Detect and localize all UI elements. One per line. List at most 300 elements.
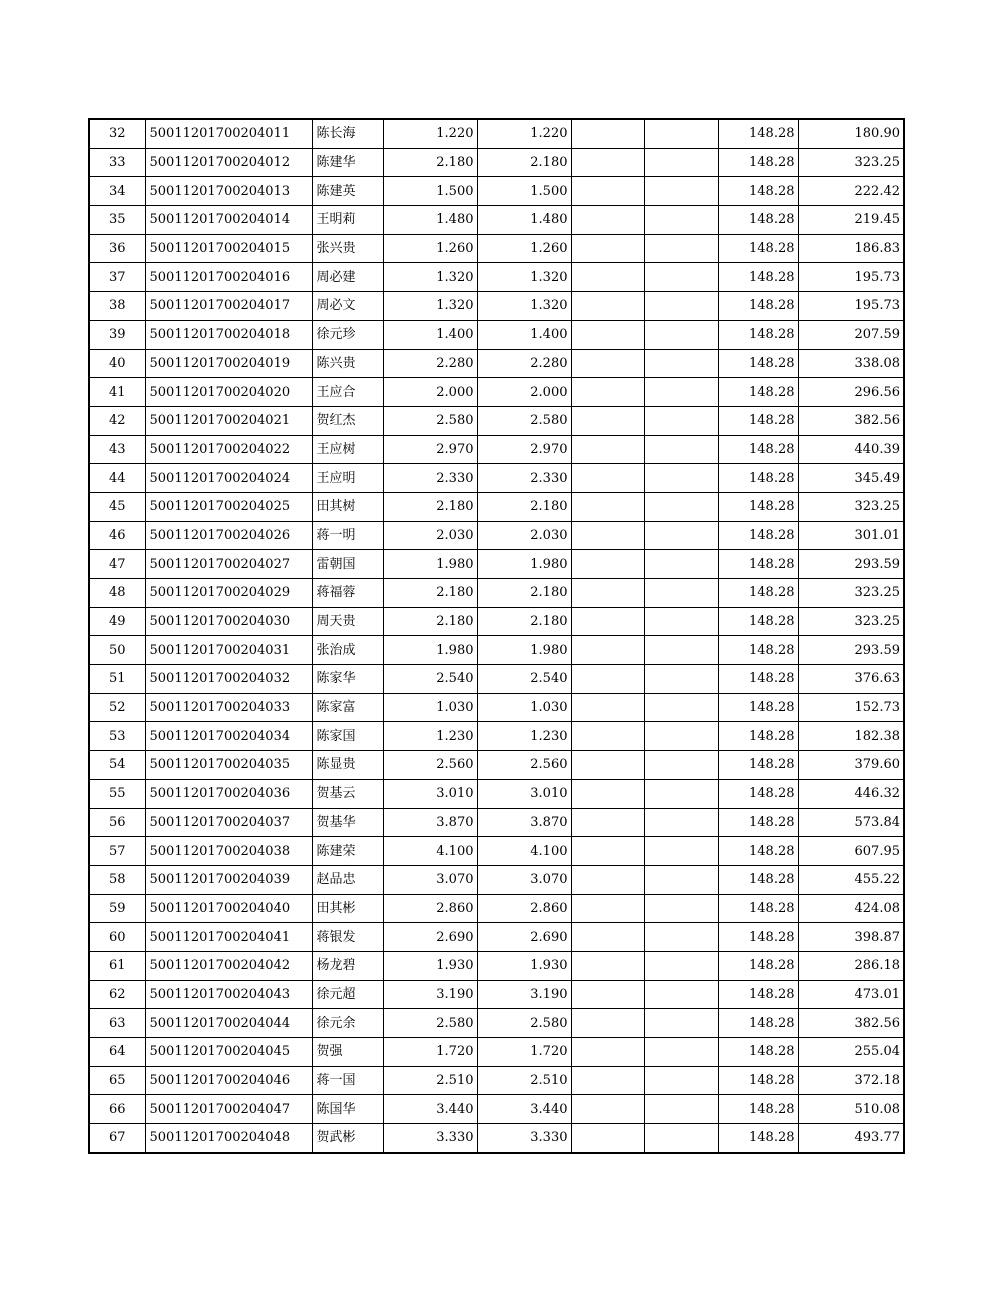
amount-cell: 376.63 — [798, 665, 904, 694]
blank-b-cell — [644, 320, 718, 349]
unit-price-cell: 148.28 — [718, 837, 798, 866]
area-b-cell: 2.860 — [477, 894, 571, 923]
household-code-cell: 50011201700204033 — [145, 693, 312, 722]
amount-cell: 296.56 — [798, 378, 904, 407]
unit-price-cell: 148.28 — [718, 1124, 798, 1153]
area-b-cell: 1.030 — [477, 693, 571, 722]
blank-a-cell — [571, 837, 644, 866]
household-code-cell: 50011201700204021 — [145, 406, 312, 435]
household-code-cell: 50011201700204016 — [145, 263, 312, 292]
table-row — [89, 951, 904, 980]
row-number-cell: 36 — [89, 234, 145, 263]
amount-cell: 424.08 — [798, 894, 904, 923]
household-code-cell: 50011201700204015 — [145, 234, 312, 263]
amount-cell: 207.59 — [798, 320, 904, 349]
household-code-cell: 50011201700204045 — [145, 1038, 312, 1067]
area-a-cell: 1.930 — [383, 951, 477, 980]
area-a-cell: 1.980 — [383, 550, 477, 579]
unit-price-cell: 148.28 — [718, 722, 798, 751]
area-b-cell: 2.330 — [477, 464, 571, 493]
unit-price-cell: 148.28 — [718, 435, 798, 464]
blank-b-cell — [644, 865, 718, 894]
area-b-cell: 3.440 — [477, 1095, 571, 1124]
household-code-cell: 50011201700204048 — [145, 1124, 312, 1153]
area-b-cell: 1.320 — [477, 292, 571, 321]
amount-cell: 382.56 — [798, 1009, 904, 1038]
table-row — [89, 1038, 904, 1067]
household-name-cell: 陈显贵 — [312, 751, 383, 780]
area-b-cell: 3.070 — [477, 865, 571, 894]
area-b-cell: 1.500 — [477, 177, 571, 206]
household-name-cell: 蒋一明 — [312, 521, 383, 550]
row-number-cell: 46 — [89, 521, 145, 550]
table-row — [89, 206, 904, 235]
row-number-cell: 53 — [89, 722, 145, 751]
area-b-cell: 2.580 — [477, 1009, 571, 1038]
blank-b-cell — [644, 722, 718, 751]
blank-b-cell — [644, 665, 718, 694]
table-row — [89, 406, 904, 435]
household-name-cell: 王应合 — [312, 378, 383, 407]
unit-price-cell: 148.28 — [718, 1038, 798, 1067]
blank-a-cell — [571, 808, 644, 837]
ledger-body — [89, 119, 904, 1153]
blank-a-cell — [571, 751, 644, 780]
table-row — [89, 435, 904, 464]
unit-price-cell: 148.28 — [718, 607, 798, 636]
area-a-cell: 2.510 — [383, 1066, 477, 1095]
household-name-cell: 蒋福蓉 — [312, 579, 383, 608]
area-b-cell: 2.180 — [477, 579, 571, 608]
blank-b-cell — [644, 177, 718, 206]
blank-b-cell — [644, 349, 718, 378]
table-row — [89, 320, 904, 349]
unit-price-cell: 148.28 — [718, 234, 798, 263]
household-code-cell: 50011201700204044 — [145, 1009, 312, 1038]
area-a-cell: 2.690 — [383, 923, 477, 952]
household-name-cell: 贺基华 — [312, 808, 383, 837]
area-a-cell: 3.870 — [383, 808, 477, 837]
amount-cell: 222.42 — [798, 177, 904, 206]
area-b-cell: 1.720 — [477, 1038, 571, 1067]
household-code-cell: 50011201700204011 — [145, 119, 312, 148]
household-name-cell: 陈家富 — [312, 693, 383, 722]
area-a-cell: 1.720 — [383, 1038, 477, 1067]
row-number-cell: 65 — [89, 1066, 145, 1095]
amount-cell: 323.25 — [798, 579, 904, 608]
household-code-cell: 50011201700204038 — [145, 837, 312, 866]
area-b-cell: 1.400 — [477, 320, 571, 349]
amount-cell: 338.08 — [798, 349, 904, 378]
area-b-cell: 2.560 — [477, 751, 571, 780]
household-code-cell: 50011201700204039 — [145, 865, 312, 894]
area-b-cell: 2.000 — [477, 378, 571, 407]
area-a-cell: 3.070 — [383, 865, 477, 894]
unit-price-cell: 148.28 — [718, 693, 798, 722]
area-b-cell: 1.480 — [477, 206, 571, 235]
household-name-cell: 张治成 — [312, 636, 383, 665]
amount-cell: 323.25 — [798, 492, 904, 521]
blank-a-cell — [571, 550, 644, 579]
household-name-cell: 陈建荣 — [312, 837, 383, 866]
amount-cell: 398.87 — [798, 923, 904, 952]
blank-a-cell — [571, 177, 644, 206]
row-number-cell: 34 — [89, 177, 145, 206]
amount-cell: 293.59 — [798, 550, 904, 579]
area-b-cell: 2.580 — [477, 406, 571, 435]
table-row — [89, 693, 904, 722]
row-number-cell: 39 — [89, 320, 145, 349]
blank-b-cell — [644, 923, 718, 952]
area-b-cell: 1.260 — [477, 234, 571, 263]
table-row — [89, 263, 904, 292]
unit-price-cell: 148.28 — [718, 263, 798, 292]
unit-price-cell: 148.28 — [718, 1009, 798, 1038]
row-number-cell: 43 — [89, 435, 145, 464]
area-a-cell: 4.100 — [383, 837, 477, 866]
household-name-cell: 王明莉 — [312, 206, 383, 235]
table-row — [89, 607, 904, 636]
area-a-cell: 1.400 — [383, 320, 477, 349]
table-row — [89, 521, 904, 550]
household-code-cell: 50011201700204012 — [145, 148, 312, 177]
row-number-cell: 64 — [89, 1038, 145, 1067]
amount-cell: 293.59 — [798, 636, 904, 665]
amount-cell: 323.25 — [798, 148, 904, 177]
blank-a-cell — [571, 521, 644, 550]
household-name-cell: 王应明 — [312, 464, 383, 493]
area-b-cell: 1.930 — [477, 951, 571, 980]
amount-cell: 286.18 — [798, 951, 904, 980]
household-name-cell: 陈建华 — [312, 148, 383, 177]
blank-b-cell — [644, 837, 718, 866]
blank-a-cell — [571, 234, 644, 263]
amount-cell: 573.84 — [798, 808, 904, 837]
household-name-cell: 周天贵 — [312, 607, 383, 636]
row-number-cell: 61 — [89, 951, 145, 980]
household-code-cell: 50011201700204026 — [145, 521, 312, 550]
area-b-cell: 2.030 — [477, 521, 571, 550]
area-b-cell: 4.100 — [477, 837, 571, 866]
blank-b-cell — [644, 550, 718, 579]
table-row — [89, 779, 904, 808]
blank-a-cell — [571, 1095, 644, 1124]
table-row — [89, 148, 904, 177]
area-a-cell: 2.970 — [383, 435, 477, 464]
table-row — [89, 837, 904, 866]
household-name-cell: 周必文 — [312, 292, 383, 321]
household-code-cell: 50011201700204037 — [145, 808, 312, 837]
blank-a-cell — [571, 292, 644, 321]
blank-a-cell — [571, 320, 644, 349]
household-name-cell: 王应树 — [312, 435, 383, 464]
area-a-cell: 2.560 — [383, 751, 477, 780]
household-name-cell: 杨龙碧 — [312, 951, 383, 980]
area-a-cell: 2.030 — [383, 521, 477, 550]
table-row — [89, 234, 904, 263]
household-name-cell: 张兴贵 — [312, 234, 383, 263]
household-code-cell: 50011201700204017 — [145, 292, 312, 321]
blank-b-cell — [644, 751, 718, 780]
table-row — [89, 492, 904, 521]
blank-a-cell — [571, 980, 644, 1009]
household-code-cell: 50011201700204040 — [145, 894, 312, 923]
blank-b-cell — [644, 808, 718, 837]
household-code-cell: 50011201700204036 — [145, 779, 312, 808]
blank-a-cell — [571, 779, 644, 808]
area-a-cell: 3.440 — [383, 1095, 477, 1124]
area-a-cell: 1.980 — [383, 636, 477, 665]
area-b-cell: 2.180 — [477, 607, 571, 636]
row-number-cell: 63 — [89, 1009, 145, 1038]
blank-a-cell — [571, 722, 644, 751]
table-row — [89, 865, 904, 894]
blank-b-cell — [644, 378, 718, 407]
row-number-cell: 42 — [89, 406, 145, 435]
unit-price-cell: 148.28 — [718, 865, 798, 894]
table-row — [89, 722, 904, 751]
table-row — [89, 894, 904, 923]
blank-a-cell — [571, 263, 644, 292]
blank-b-cell — [644, 148, 718, 177]
amount-cell: 382.56 — [798, 406, 904, 435]
unit-price-cell: 148.28 — [718, 464, 798, 493]
area-a-cell: 3.330 — [383, 1124, 477, 1153]
area-b-cell: 2.180 — [477, 492, 571, 521]
amount-cell: 455.22 — [798, 865, 904, 894]
table-row — [89, 636, 904, 665]
amount-cell: 607.95 — [798, 837, 904, 866]
blank-b-cell — [644, 492, 718, 521]
household-name-cell: 徐元余 — [312, 1009, 383, 1038]
blank-b-cell — [644, 636, 718, 665]
unit-price-cell: 148.28 — [718, 148, 798, 177]
household-name-cell: 贺基云 — [312, 779, 383, 808]
blank-b-cell — [644, 1095, 718, 1124]
household-name-cell: 田其树 — [312, 492, 383, 521]
household-code-cell: 50011201700204046 — [145, 1066, 312, 1095]
household-name-cell: 徐元珍 — [312, 320, 383, 349]
row-number-cell: 51 — [89, 665, 145, 694]
household-name-cell: 赵品忠 — [312, 865, 383, 894]
blank-b-cell — [644, 1038, 718, 1067]
area-b-cell: 1.980 — [477, 636, 571, 665]
household-code-cell: 50011201700204035 — [145, 751, 312, 780]
unit-price-cell: 148.28 — [718, 349, 798, 378]
blank-b-cell — [644, 980, 718, 1009]
amount-cell: 180.90 — [798, 119, 904, 148]
area-b-cell: 3.190 — [477, 980, 571, 1009]
unit-price-cell: 148.28 — [718, 808, 798, 837]
blank-b-cell — [644, 693, 718, 722]
household-code-cell: 50011201700204027 — [145, 550, 312, 579]
household-name-cell: 陈兴贵 — [312, 349, 383, 378]
table-row — [89, 980, 904, 1009]
area-a-cell: 3.010 — [383, 779, 477, 808]
amount-cell: 219.45 — [798, 206, 904, 235]
household-code-cell: 50011201700204025 — [145, 492, 312, 521]
household-code-cell: 50011201700204030 — [145, 607, 312, 636]
household-code-cell: 50011201700204041 — [145, 923, 312, 952]
blank-b-cell — [644, 1066, 718, 1095]
row-number-cell: 54 — [89, 751, 145, 780]
blank-a-cell — [571, 492, 644, 521]
table-row — [89, 378, 904, 407]
row-number-cell: 49 — [89, 607, 145, 636]
blank-a-cell — [571, 579, 644, 608]
area-a-cell: 3.190 — [383, 980, 477, 1009]
area-a-cell: 2.580 — [383, 406, 477, 435]
unit-price-cell: 148.28 — [718, 521, 798, 550]
table-row — [89, 550, 904, 579]
area-a-cell: 1.500 — [383, 177, 477, 206]
row-number-cell: 45 — [89, 492, 145, 521]
area-b-cell: 2.970 — [477, 435, 571, 464]
household-code-cell: 50011201700204024 — [145, 464, 312, 493]
row-number-cell: 44 — [89, 464, 145, 493]
unit-price-cell: 148.28 — [718, 980, 798, 1009]
row-number-cell: 47 — [89, 550, 145, 579]
row-number-cell: 62 — [89, 980, 145, 1009]
table-row — [89, 1066, 904, 1095]
area-b-cell: 1.320 — [477, 263, 571, 292]
blank-a-cell — [571, 1066, 644, 1095]
row-number-cell: 40 — [89, 349, 145, 378]
household-code-cell: 50011201700204042 — [145, 951, 312, 980]
area-a-cell: 2.180 — [383, 492, 477, 521]
amount-cell: 473.01 — [798, 980, 904, 1009]
unit-price-cell: 148.28 — [718, 779, 798, 808]
area-a-cell: 1.320 — [383, 263, 477, 292]
row-number-cell: 32 — [89, 119, 145, 148]
table-row — [89, 349, 904, 378]
area-a-cell: 2.000 — [383, 378, 477, 407]
area-a-cell: 2.280 — [383, 349, 477, 378]
area-a-cell: 1.230 — [383, 722, 477, 751]
area-b-cell: 2.690 — [477, 923, 571, 952]
area-b-cell: 3.870 — [477, 808, 571, 837]
household-name-cell: 雷朝国 — [312, 550, 383, 579]
blank-a-cell — [571, 464, 644, 493]
household-code-cell: 50011201700204022 — [145, 435, 312, 464]
blank-b-cell — [644, 234, 718, 263]
unit-price-cell: 148.28 — [718, 378, 798, 407]
unit-price-cell: 148.28 — [718, 751, 798, 780]
amount-cell: 379.60 — [798, 751, 904, 780]
area-b-cell: 2.180 — [477, 148, 571, 177]
table-row — [89, 665, 904, 694]
blank-a-cell — [571, 1009, 644, 1038]
amount-cell: 301.01 — [798, 521, 904, 550]
row-number-cell: 60 — [89, 923, 145, 952]
blank-a-cell — [571, 1038, 644, 1067]
blank-a-cell — [571, 923, 644, 952]
area-b-cell: 1.220 — [477, 119, 571, 148]
area-a-cell: 2.580 — [383, 1009, 477, 1038]
household-code-cell: 50011201700204029 — [145, 579, 312, 608]
household-name-cell: 蒋银发 — [312, 923, 383, 952]
area-b-cell: 1.230 — [477, 722, 571, 751]
blank-a-cell — [571, 1124, 644, 1153]
household-code-cell: 50011201700204032 — [145, 665, 312, 694]
unit-price-cell: 148.28 — [718, 579, 798, 608]
table-row — [89, 923, 904, 952]
household-name-cell: 徐元超 — [312, 980, 383, 1009]
household-name-cell: 周必建 — [312, 263, 383, 292]
unit-price-cell: 148.28 — [718, 550, 798, 579]
household-name-cell: 贺武彬 — [312, 1124, 383, 1153]
area-b-cell: 1.980 — [477, 550, 571, 579]
unit-price-cell: 148.28 — [718, 665, 798, 694]
blank-a-cell — [571, 206, 644, 235]
unit-price-cell: 148.28 — [718, 894, 798, 923]
area-b-cell: 3.010 — [477, 779, 571, 808]
area-a-cell: 2.330 — [383, 464, 477, 493]
blank-a-cell — [571, 607, 644, 636]
table-row — [89, 177, 904, 206]
amount-cell: 493.77 — [798, 1124, 904, 1153]
area-a-cell: 2.860 — [383, 894, 477, 923]
row-number-cell: 58 — [89, 865, 145, 894]
table-row — [89, 751, 904, 780]
household-code-cell: 50011201700204014 — [145, 206, 312, 235]
blank-b-cell — [644, 263, 718, 292]
blank-a-cell — [571, 693, 644, 722]
blank-a-cell — [571, 665, 644, 694]
blank-a-cell — [571, 894, 644, 923]
table-row — [89, 579, 904, 608]
blank-b-cell — [644, 435, 718, 464]
unit-price-cell: 148.28 — [718, 951, 798, 980]
row-number-cell: 50 — [89, 636, 145, 665]
area-b-cell: 3.330 — [477, 1124, 571, 1153]
unit-price-cell: 148.28 — [718, 406, 798, 435]
table-row — [89, 464, 904, 493]
amount-cell: 440.39 — [798, 435, 904, 464]
row-number-cell: 38 — [89, 292, 145, 321]
unit-price-cell: 148.28 — [718, 177, 798, 206]
unit-price-cell: 148.28 — [718, 206, 798, 235]
blank-b-cell — [644, 607, 718, 636]
blank-b-cell — [644, 779, 718, 808]
blank-a-cell — [571, 406, 644, 435]
area-b-cell: 2.280 — [477, 349, 571, 378]
blank-b-cell — [644, 464, 718, 493]
area-a-cell: 1.480 — [383, 206, 477, 235]
household-name-cell: 陈家华 — [312, 665, 383, 694]
area-a-cell: 2.180 — [383, 607, 477, 636]
household-code-cell: 50011201700204013 — [145, 177, 312, 206]
amount-cell: 152.73 — [798, 693, 904, 722]
table-row — [89, 808, 904, 837]
row-number-cell: 66 — [89, 1095, 145, 1124]
table-row — [89, 292, 904, 321]
blank-b-cell — [644, 292, 718, 321]
row-number-cell: 56 — [89, 808, 145, 837]
household-name-cell: 陈建英 — [312, 177, 383, 206]
area-a-cell: 1.320 — [383, 292, 477, 321]
unit-price-cell: 148.28 — [718, 492, 798, 521]
table-row — [89, 1095, 904, 1124]
amount-cell: 195.73 — [798, 263, 904, 292]
unit-price-cell: 148.28 — [718, 1066, 798, 1095]
unit-price-cell: 148.28 — [718, 1095, 798, 1124]
household-code-cell: 50011201700204031 — [145, 636, 312, 665]
row-number-cell: 59 — [89, 894, 145, 923]
household-code-cell: 50011201700204043 — [145, 980, 312, 1009]
table-row — [89, 1124, 904, 1153]
household-name-cell: 贺红杰 — [312, 406, 383, 435]
